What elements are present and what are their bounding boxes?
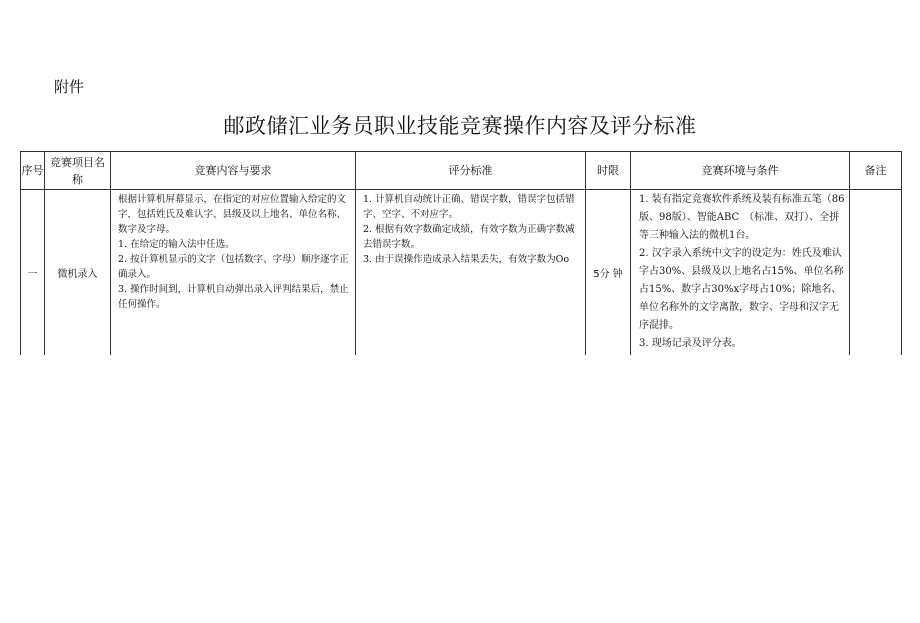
row-env: [631, 190, 850, 356]
header-name: 竞赛项目名称: [45, 152, 111, 190]
header-content: 竞赛内容与要求: [111, 152, 356, 190]
row-content: [111, 190, 356, 356]
row-note: [850, 190, 902, 356]
row-seq: 一: [21, 190, 45, 356]
content-item-1: 1. 在给定的输入法中任选。: [118, 239, 235, 250]
header-time: 时限: [586, 152, 631, 190]
page-title: 邮政储汇业务员职业技能竞赛操作内容及评分标准: [223, 114, 697, 138]
content-intro: 根据计算机屏幕显示，在指定的对应位置输入给定的文字，包括姓氏及难认字、县级及以上地名、单位名称、数字及字母。: [118, 194, 347, 235]
header-env: 竞赛环境与条件: [631, 152, 850, 190]
env-item-1: 1. 装有指定竞赛软件系统及装有标准五笔（86版、98版）、智能ABC （标准、双打）、全拼等三种输入法的微机1台。: [639, 194, 845, 241]
score-item-3: 3. 由于误操作造成录入结果丢失，有效字数为Oo: [363, 254, 570, 265]
header-note: 备注: [850, 152, 902, 190]
env-item-3: 3. 现场记录及评分表。: [639, 338, 742, 349]
content-item-3: 3. 操作时间到，计算机自动弹出录入评判结果后，禁止任何操作。: [118, 284, 349, 310]
scoring-table: [20, 151, 902, 355]
score-item-1: 1. 计算机自动统计正确、错误字数，错误字包括错字、空字、不对应字。: [363, 194, 575, 220]
row-score: [356, 190, 586, 356]
env-item-2: 2. 汉字录入系统中文字的设定为：姓氏及难认字占30%、县级及以上地名占15%、单位名称占15%、数字占30%x字母占10%；除地名、单位名称外的文字离散，数字、字母和汉字无序混排。: [639, 248, 844, 331]
content-item-2: 2. 按计算机显示的文字（包括数字、字母）顺序逐字正确录入。: [118, 254, 349, 280]
row-time: 5分 钟: [586, 190, 631, 356]
row-name: 微机录入: [45, 190, 111, 356]
header-score: 评分标准: [356, 152, 586, 190]
attachment-label: 附件: [54, 78, 85, 96]
score-item-2: 2. 根据有效字数确定成绩，有效字数为正确字数减去错误字数。: [363, 224, 575, 250]
table-header-row: [21, 152, 902, 190]
header-seq: 序号: [21, 152, 45, 190]
table-row: [21, 190, 902, 356]
